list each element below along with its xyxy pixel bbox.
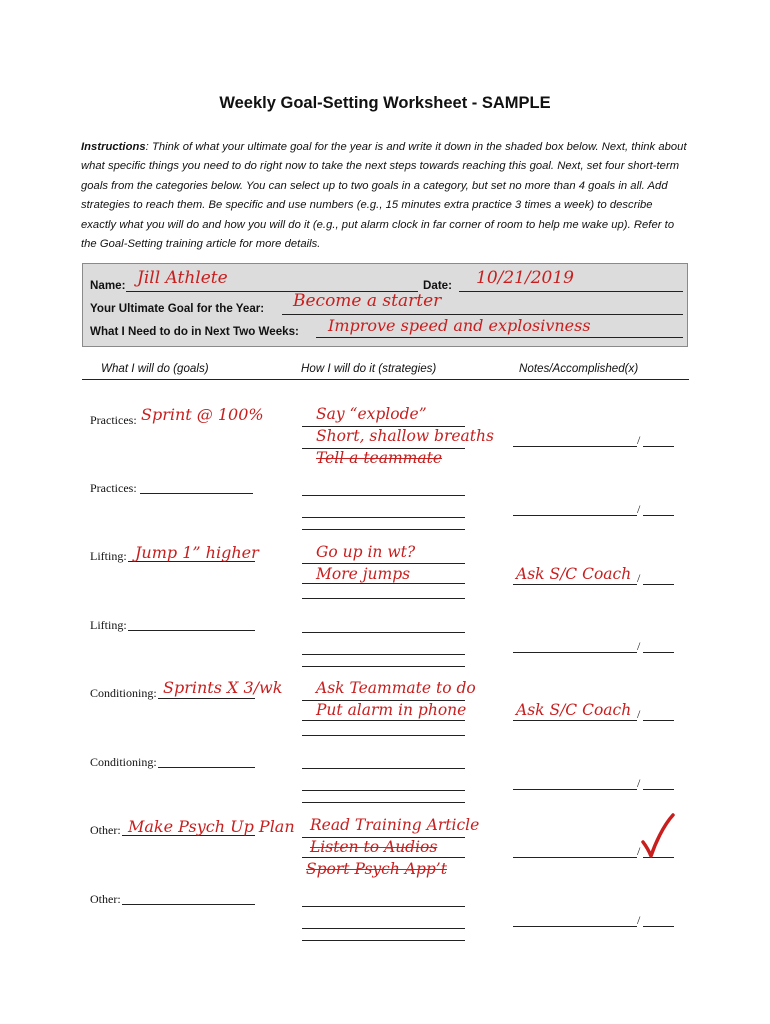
need-blank [316,337,683,338]
strategy-line [302,632,465,633]
note-line [513,446,637,447]
strategy-line [302,857,465,858]
note-line [513,515,637,516]
strategy-text: Ask Teammate to do [316,679,476,697]
note-slash: / [637,776,641,790]
accomplished-line [643,584,674,585]
row-note-lifting: Ask S/C Coach [516,565,632,583]
strategy-line [302,529,465,530]
row-goal-conditioning: Sprints X 3/wk [163,678,283,697]
instructions-text: : Think of what your ultimate goal for the year is and write it down in the shaded box below. Next, think about what specific things you need to do right now to take the next steps towards reaching this goal. Next, set four short-term goals from the categories below. You can select up to two goals in a category, but set no more than 4 goals in all. Add strategies to reach them. Be specific and use numbers (e.g., 15 minutes extra practice 3 times a week) to describe exactly what you will do and how you will do it (e.g., put alarm clock in far corner of room to help me wake up). Refer to the Goal-Setting training article for more details. [81,141,687,251]
column-strategies: How I will do it (strategies) [301,362,437,375]
note-line [513,652,637,653]
strategy-line [302,598,465,599]
goal-line [122,904,255,905]
note-slash: / [637,707,641,721]
strategy-line [302,654,465,655]
instructions-label: Instructions [81,141,146,153]
row-label-lifting: Lifting: [90,549,127,563]
row-goal-other: Make Psych Up Plan [128,817,295,836]
date-label: Date: [423,279,452,292]
column-notes: Notes/Accomplished(x) [519,362,639,375]
goal-line [158,698,255,699]
row-goal-practices: Sprint @ 100% [141,405,264,424]
strategy-text: More jumps [316,565,411,583]
note-slash: / [637,502,641,516]
strategy-line [302,940,465,941]
strategy-line [302,802,465,803]
worksheet-title: Weekly Goal-Setting Worksheet - SAMPLE [219,94,551,112]
strategy-text: Say “explode” [316,405,427,423]
row-label-practices: Practices: [90,413,137,427]
note-line [513,857,637,858]
goal-label: Your Ultimate Goal for the Year: [90,302,265,315]
note-slash: / [637,913,641,927]
row-label-practices: Practices: [90,481,137,495]
date-value: 10/21/2019 [476,268,574,288]
goal-blank [282,314,683,315]
strategy-line [302,928,465,929]
strategy-text: Tell a teammate [316,449,442,467]
need-label: What I Need to do in Next Two Weeks: [90,325,299,338]
strategy-line [302,906,465,907]
strategy-text: Read Training Article [310,816,480,834]
instructions-paragraph [81,138,689,254]
name-label: Name: [90,279,126,292]
date-blank [459,291,683,292]
need-value: Improve speed and explosivness [328,316,591,335]
note-slash: / [637,844,641,858]
row-goal-lifting: Jump 1” higher [135,543,259,562]
strategy-line [302,517,465,518]
row-label-conditioning: Conditioning: [90,686,157,700]
strategy-text: Put alarm in phone [316,701,467,719]
strategy-line [302,735,465,736]
row-label-other: Other: [90,823,121,837]
note-line [513,584,637,585]
goal-line [140,493,253,494]
row-note-conditioning: Ask S/C Coach [516,701,632,719]
strategy-text: Sport Psych App’t [306,860,447,878]
note-slash: / [637,433,641,447]
accomplished-line [643,515,674,516]
strategy-line [302,583,465,584]
note-slash: / [637,639,641,653]
strategy-line [302,790,465,791]
name-value: Jill Athlete [137,268,228,288]
strategy-line [302,720,465,721]
strategy-line [302,495,465,496]
check-icon [640,812,676,860]
row-label-other: Other: [90,892,121,906]
note-slash: / [637,571,641,585]
accomplished-line [643,720,674,721]
goal-line [158,767,255,768]
strategy-text: Listen to Audios [310,838,438,856]
row-label-conditioning: Conditioning: [90,755,157,769]
strategy-line [302,563,465,564]
goal-value: Become a starter [293,291,442,311]
accomplished-line [643,652,674,653]
note-line [513,720,637,721]
note-line [513,789,637,790]
strategy-text: Short, shallow breaths [316,427,494,445]
accomplished-line [643,789,674,790]
accomplished-line [643,446,674,447]
strategy-line [302,768,465,769]
column-goals: What I will do (goals) [101,362,209,375]
strategy-text: Go up in wt? [316,543,416,561]
row-label-lifting: Lifting: [90,618,127,632]
header-rule [82,379,689,380]
strategy-line [302,666,465,667]
goal-line [128,630,255,631]
accomplished-line [643,926,674,927]
note-line [513,926,637,927]
